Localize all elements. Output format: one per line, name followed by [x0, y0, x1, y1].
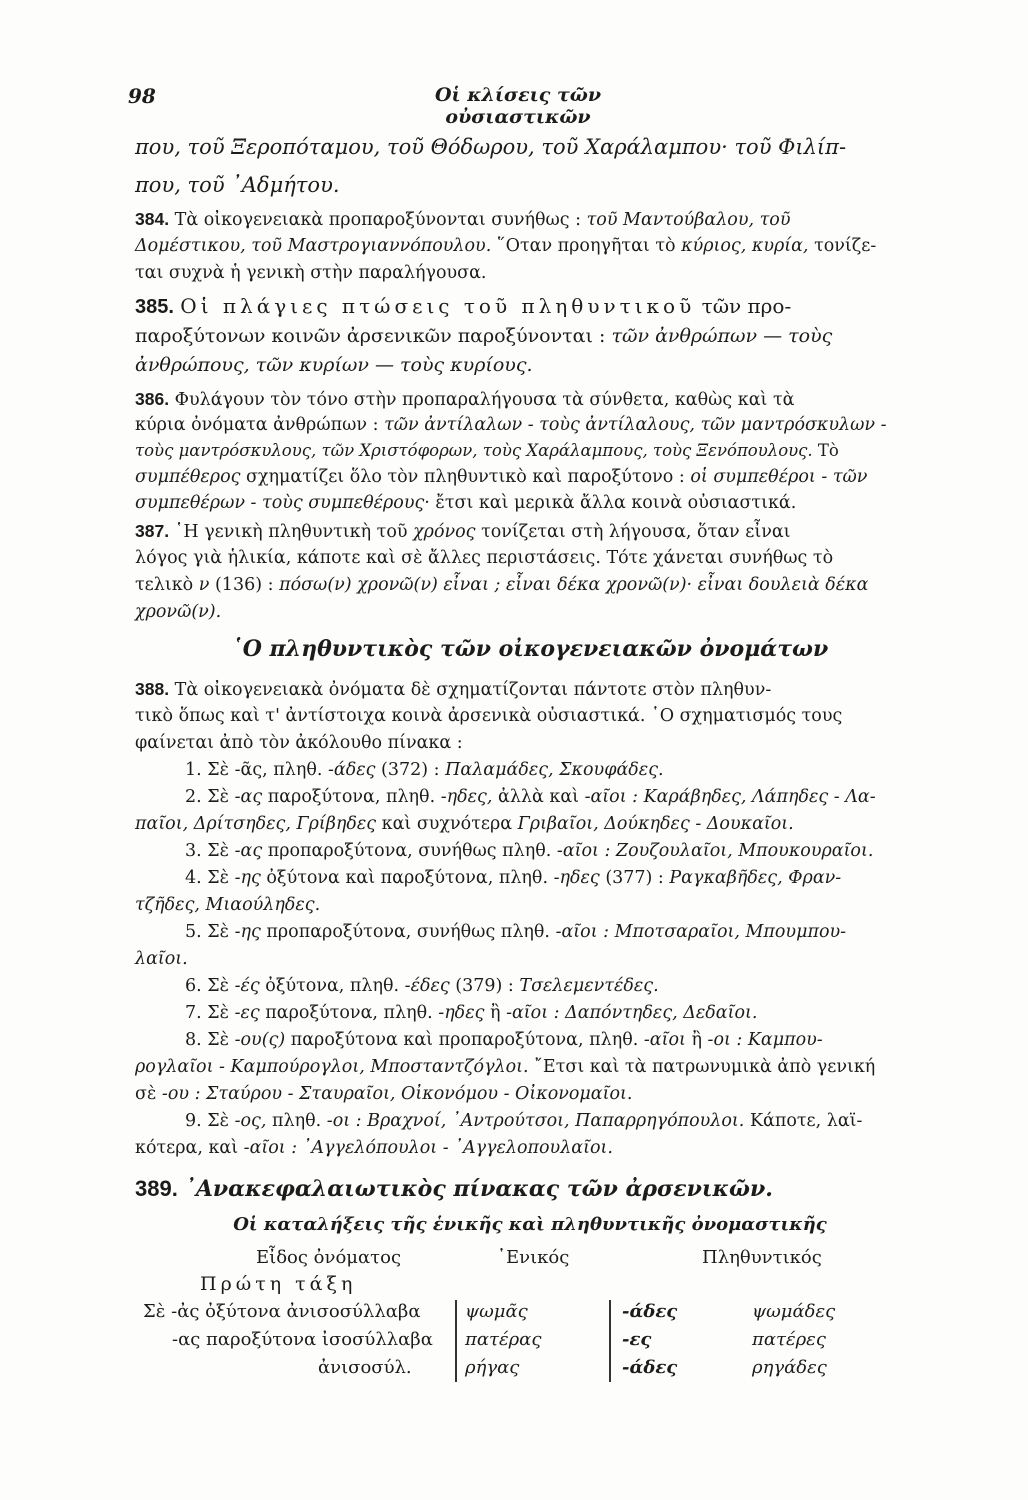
- table-cell-plural: ρηγάδες: [752, 1357, 827, 1378]
- text-line: λαῖοι.: [135, 949, 188, 969]
- section-heading: ῾Ο πληθυντικὸς τῶν οἰκογενειακῶν ὀνομάτων: [231, 636, 829, 662]
- list-item: 2. Σὲ -ας παροξύτονα, πληθ. -ηδες, ἀλλὰ καὶ -αῖοι : Καράβηδες, Λάπηδες - Λα-: [185, 787, 876, 807]
- text-line: που, τοῦ ᾿Αδμήτου.: [135, 173, 340, 197]
- table-header-singular: ῾Ενικός: [497, 1247, 570, 1268]
- text-line: τικὸ ὅπως καὶ τ' ἀντίστοιχα κοινὰ ἀρσενικὰ οὐσιαστικά. ῾Ο σχηματισμός τους: [135, 706, 843, 726]
- table-header-kind: Εἶδος ὀνόματος: [256, 1247, 402, 1268]
- text-line: λόγος γιὰ ἡλικία, κάποτε καὶ σὲ ἄλλες περιστάσεις. Τότε χάνεται συνήθως τὸ: [135, 548, 834, 568]
- table-cell-kind: ἀνισοσύλ.: [318, 1357, 412, 1378]
- running-header: [128, 84, 908, 128]
- text-line: σὲ -ου : Σταύρου - Σταυραῖοι, Οἰκονόμου - Οἰκονομαῖοι.: [135, 1084, 633, 1104]
- table-cell-ending: -άδες: [622, 1357, 678, 1378]
- list-item: 9. Σὲ -ος, πληθ. -οι : Βραχνοί, ᾿Αντρούτσοι, Παπαρρηγόπουλοι. Κάποτε, λαϊ-: [185, 1111, 863, 1131]
- table-subtitle: Οἱ καταλήξεις τῆς ἑνικῆς καὶ πληθυντικῆς ὀνομαστικῆς: [233, 1214, 827, 1235]
- list-item: 3. Σὲ -ας προπαροξύτονα, συνήθως πληθ. -αῖοι : Ζουζουλαῖοι, Μπουκουραῖοι.: [185, 841, 874, 861]
- text-line: Δομέστικου, τοῦ Μαστρογιαννόπουλου. ῞Οταν προηγῆται τὸ κύριος, κυρία, τονίζε-: [135, 236, 877, 256]
- table-cell-ending: -ες: [622, 1329, 652, 1350]
- list-item: 6. Σὲ -ές ὀξύτονα, πληθ. -έδες (379) : Τσελεμεντέδες.: [185, 976, 659, 996]
- paragraph-number: 387.: [135, 521, 170, 541]
- table-divider: [609, 1300, 611, 1382]
- list-item: 8. Σὲ -ου(ς) παροξύτονα καὶ προπαροξύτονα, πληθ. -αῖοι ἢ -οι : Καμπου-: [185, 1030, 823, 1050]
- table-cell-plural: ψωμάδες: [752, 1301, 836, 1322]
- text-line: ται συχνὰ ἡ γενικὴ στὴν παραλήγουσα.: [135, 263, 487, 283]
- text-line: φαίνεται ἀπὸ τὸν ἀκόλουθο πίνακα :: [135, 733, 463, 753]
- table-divider: [455, 1300, 457, 1382]
- table-header-plural: Πληθυντικός: [702, 1247, 822, 1268]
- page-number: 98: [128, 84, 156, 108]
- paragraph-387-line: 387. ῾Η γενικὴ πληθυντικὴ τοῦ χρόνος τονίζεται στὴ λήγουσα, ὅταν εἶναι: [135, 521, 791, 542]
- text-line: παροξύτονων κοινῶν ἀρσενικῶν παροξύνονται : τῶν ἀνθρώπων — τοὺς: [135, 325, 833, 347]
- list-item: 7. Σὲ -ες παροξύτονα, πληθ. -ηδες ἢ -αῖοι : Δαπόντηδες, Δεδαῖοι.: [185, 1003, 758, 1023]
- text-line: που, τοῦ Ξεροπόταμου, τοῦ Θόδωρου, τοῦ Χαράλαμπου· τοῦ Φιλίπ-: [135, 135, 847, 159]
- text-line: τελικὸ ν (136) : πόσω(ν) χρονῶ(ν) εἶναι ; εἶναι δέκα χρονῶ(ν)· εἶναι δουλειὰ δέκα: [135, 575, 869, 595]
- table-cell-singular: ρήγας: [465, 1357, 520, 1378]
- text-line: κότερα, καὶ -αῖοι : ᾿Αγγελόπουλοι - ᾿Αγγελοπουλαῖοι.: [135, 1138, 613, 1158]
- text-line: τζῆδες, Μιαούληδες.: [135, 895, 321, 915]
- text-line: τοὺς μαντρόσκυλους, τῶν Χριστόφορων, τοὺς Χαράλαμπους, τοὺς Ξενόπουλους. Τὸ: [135, 441, 839, 460]
- paragraph-386-line: 386. Φυλάγουν τὸν τόνο στὴν προπαραλήγουσα τὰ σύνθετα, καθὼς καὶ τὰ: [135, 389, 795, 410]
- paragraph-384-line: 384. Τὰ οἰκογενειακὰ προπαροξύνονται συνήθως : τοῦ Μαντούβαλου, τοῦ: [135, 209, 791, 230]
- paragraph-number: 385.: [135, 296, 174, 318]
- text-line: ἀνθρώπους, τῶν κυρίων — τοὺς κυρίους.: [135, 354, 533, 376]
- list-item: 5. Σὲ -ης προπαροξύτονα, συνήθως πληθ. -αῖοι : Μποτσαραῖοι, Μπουμπου-: [185, 922, 847, 942]
- text-line: συμπεθέρων - τοὺς συμπεθέρους· ἔτσι καὶ μερικὰ ἄλλα κοινὰ οὐσιαστικά.: [135, 493, 797, 513]
- paragraph-385-line: 385. Οἱ πλάγιες πτώσεις τοῦ πληθυντικοῦ τῶν προ-: [135, 294, 792, 318]
- text-line: συμπέθερος σχηματίζει ὅλο τὸν πληθυντικὸ καὶ παροξύτονο : οἱ συμπεθέροι - τῶν: [135, 467, 868, 487]
- text-line: ρογλαῖοι - Καμπούρογλοι, Μποσταντζόγλοι. ῎Ετσι καὶ τὰ πατρωνυμικὰ ἀπὸ γενική: [135, 1057, 876, 1077]
- paragraph-number: 388.: [135, 679, 170, 699]
- table-cell-singular: ψωμᾶς: [465, 1301, 528, 1322]
- table-cell-plural: πατέρες: [752, 1329, 826, 1350]
- paragraph-number: 386.: [135, 389, 170, 409]
- paragraph-388-line: 388. Τὰ οἰκογενειακὰ ὀνόματα δὲ σχηματίζονται πάντοτε στὸν πληθυν-: [135, 679, 772, 700]
- table-group-label: Πρώτη τάξη: [200, 1273, 357, 1295]
- table-cell-kind: Σὲ -ἀς ὀξύτονα ἀνισοσύλλαβα: [143, 1301, 421, 1322]
- paragraph-number: 389.: [135, 1176, 178, 1201]
- running-title: Οἱ κλίσεις τῶν οὐσιαστικῶν: [434, 84, 602, 128]
- table-cell-singular: πατέρας: [465, 1329, 542, 1350]
- text-line: παῖοι, Δρίτσηδες, Γρίβηδες καὶ συχνότερα Γριβαῖοι, Δούκηδες - Δουκαῖοι.: [135, 814, 794, 834]
- list-item: 4. Σὲ -ης ὀξύτονα καὶ παροξύτονα, πληθ. -ηδες (377) : Ραγκαβῆδες, Φραν-: [185, 868, 842, 888]
- table-cell-ending: -άδες: [622, 1301, 678, 1322]
- list-item: 1. Σὲ -ᾶς, πληθ. -άδες (372) : Παλαμάδες, Σκουφάδες.: [185, 760, 664, 780]
- text-line: κύρια ὀνόματα ἀνθρώπων : τῶν ἀντίλαλων - τοὺς ἀντίλαλους, τῶν μαντρόσκυλων -: [135, 415, 887, 435]
- paragraph-389-heading: 389. ᾿Ανακεφαλαιωτικὸς πίνακας τῶν ἀρσενικῶν.: [135, 1176, 773, 1202]
- text-line: χρονῶ(ν).: [135, 602, 222, 622]
- paragraph-number: 384.: [135, 209, 170, 229]
- table-cell-kind: -ας παροξύτονα ἰσοσύλλαβα: [172, 1329, 433, 1350]
